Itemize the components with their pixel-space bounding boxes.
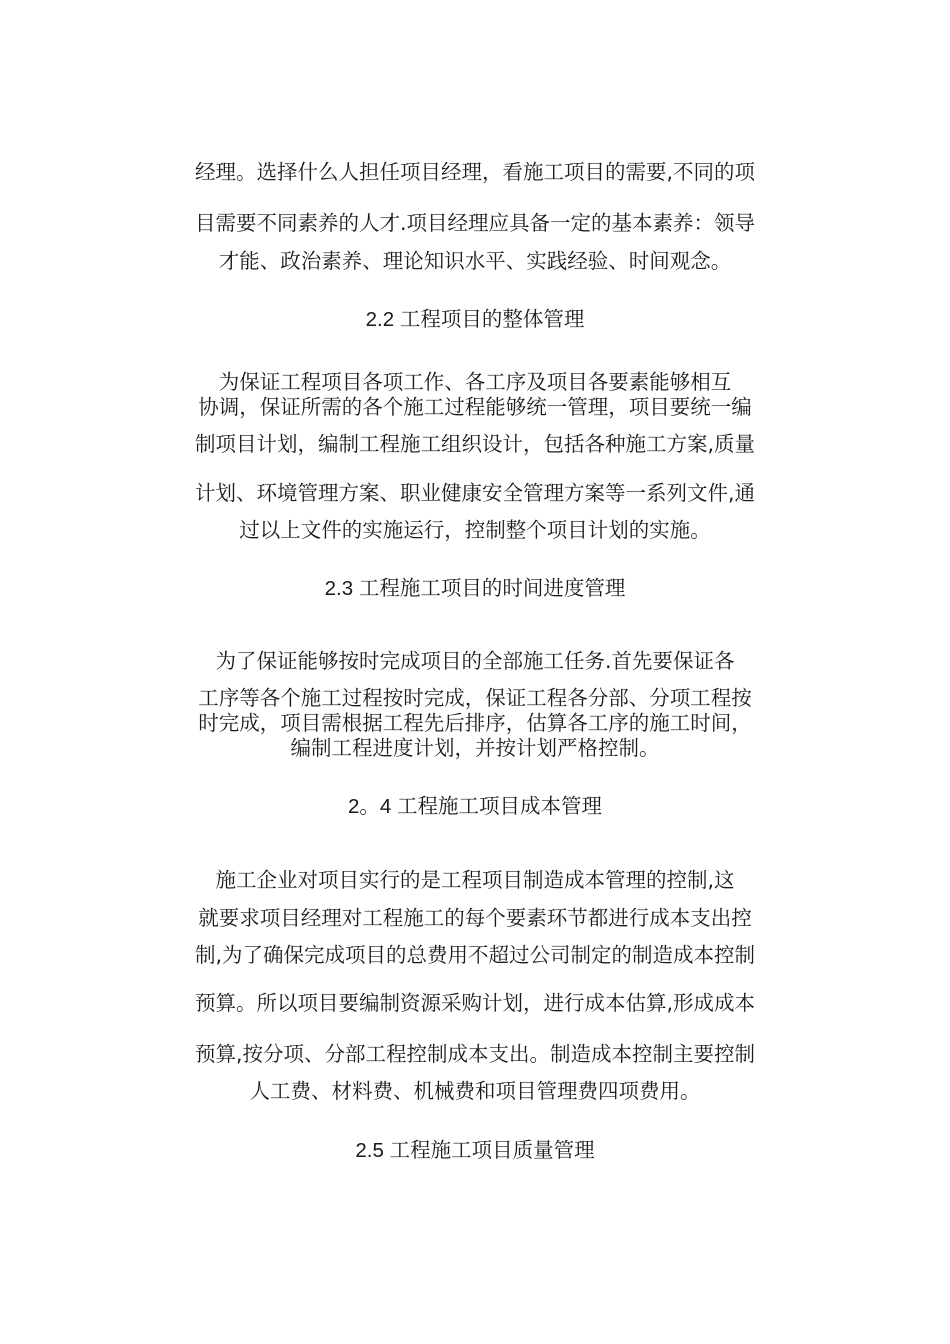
paragraph-line: 为了保证能够按时完成项目的全部施工任务.首先要保证各 <box>215 649 735 673</box>
paragraph-line: 才能、政治素养、理论知识水平、实践经验、时间观念。 <box>218 249 732 273</box>
paragraph-line: 工序等各个施工过程按时完成，保证工程各分部、分项工程按 <box>198 686 752 710</box>
section-heading: 2.3 工程施工项目的时间进度管理 <box>324 577 626 600</box>
paragraph-line: 预算,按分项、分部工程控制成本支出。制造成本控制主要控制 <box>194 1042 755 1066</box>
paragraph-line: 协调，保证所需的各个施工过程能够统一管理，项目要统一编 <box>198 395 752 419</box>
paragraph-line: 就要求项目经理对工程施工的每个要素环节都进行成本支出控 <box>198 906 752 930</box>
paragraph-line: 预算。所以项目要编制资源采购计划，进行成本估算,形成成本 <box>194 991 755 1015</box>
paragraph-line: 过以上文件的实施运行，控制整个项目计划的实施。 <box>239 518 711 542</box>
paragraph-line: 目需要不同素养的人才.项目经理应具备一定的基本素养：领导 <box>194 211 755 235</box>
paragraph-line: 为保证工程项目各项工作、各工序及项目各要素能够相互 <box>218 370 732 394</box>
paragraph-line: 人工费、材料费、机械费和项目管理费四项费用。 <box>249 1079 701 1103</box>
paragraph-line: 时完成，项目需根据工程先后排序，估算各工序的施工时间， <box>198 711 752 735</box>
paragraph-line: 制项目计划，编制工程施工组织设计，包括各种施工方案,质量 <box>194 432 755 456</box>
paragraph-line: 编制工程进度计划，并按计划严格控制。 <box>290 736 660 760</box>
paragraph-line: 制,为了确保完成项目的总费用不超过公司制定的制造成本控制 <box>194 943 755 967</box>
paragraph-line: 计划、环境管理方案、职业健康安全管理方案等一系列文件,通 <box>194 481 755 505</box>
section-heading: 2.2 工程项目的整体管理 <box>365 308 585 331</box>
paragraph-line: 施工企业对项目实行的是工程项目制造成本管理的控制,这 <box>215 868 735 892</box>
section-heading: 2.5 工程施工项目质量管理 <box>355 1139 595 1162</box>
paragraph-line: 经理。选择什么人担任项目经理，看施工项目的需要,不同的项 <box>194 160 755 184</box>
section-heading: 2。4 工程施工项目成本管理 <box>348 795 602 818</box>
